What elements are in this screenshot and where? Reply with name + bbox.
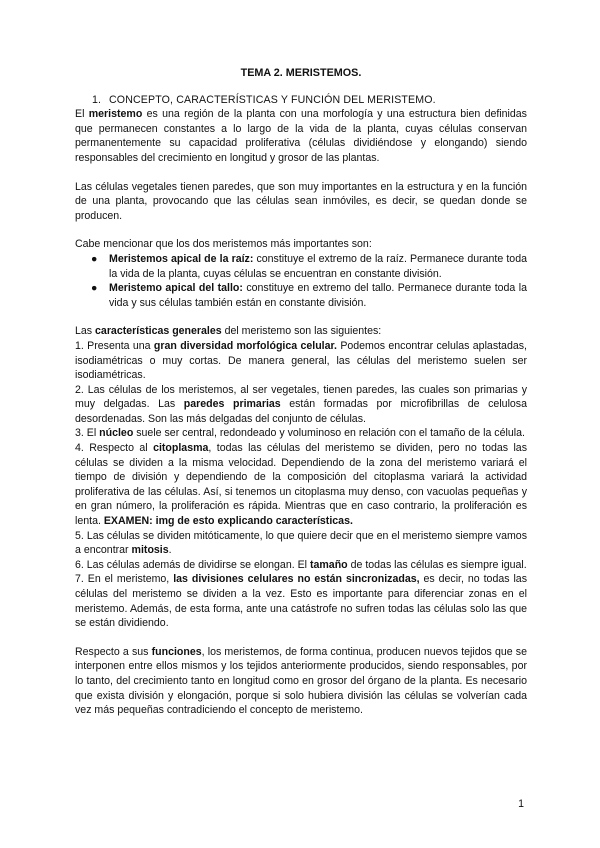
item-5-c: . [168, 544, 172, 557]
intro-paragraph-definition [75, 107, 527, 165]
item-1-a: 1. Presenta una [75, 339, 154, 352]
item-3-a: 3. El [75, 427, 100, 440]
section-number: 1. [92, 93, 102, 106]
item-7-a: 7. En el meristemo, [75, 573, 174, 586]
item-3-term: núcleo [99, 427, 134, 440]
list-item-term: Meristemo apical del tallo: [109, 282, 243, 295]
characteristic-item-4 [75, 441, 527, 529]
functions-paragraph [75, 645, 527, 718]
item-4-a: 4. Respecto al [75, 442, 154, 455]
characteristics-intro-term: características generales [95, 325, 222, 338]
item-6-c: de todas las células es siempre igual. [347, 558, 527, 571]
characteristic-item-2 [75, 383, 527, 427]
item-5-a: 5. Las células se dividen mitóticamente, lo que quiere decir que en el meristemo siempre vamos a encontrar [75, 529, 527, 557]
functions-a: Respecto a sus [75, 645, 152, 658]
document-title: TEMA 2. MERISTEMOS. [240, 67, 362, 79]
item-3-c: suele ser central, redondeado y voluminoso en relación con el tamaño de la célula. [133, 427, 525, 440]
characteristics-intro-c: del meristemo son las siguientes: [221, 325, 382, 338]
bullet-icon: ● [91, 282, 98, 295]
characteristic-item-5 [75, 529, 527, 558]
meristem-list [75, 252, 527, 310]
intro-p1-term: meristemo [88, 108, 143, 121]
characteristic-item-3 [75, 426, 527, 441]
intro-paragraph-walls: Las células vegetales tienen paredes, que son muy importantes en la estructura y en la función de una planta, provocando que las células sean inmóviles, es decir, se quedan donde se producen. [75, 180, 527, 222]
intro-p1-a: El [75, 108, 89, 121]
list-item-term: Meristemos apical de la raíz: [109, 252, 254, 265]
spacer [75, 166, 527, 180]
functions-c: , los meristemos, de forma continua, producen nuevos tejidos que se interponen entre ellos mismos y los tejidos anteriormente producidos, siendo responsables, por lo tanto, del crecimiento tanto en longitud como en grosor del órgano de la planta. Es necesario que exista división y elongación, porque si solo hubiera división las células se volverían cada vez más pequeñas contradiciendo el concepto de meristemo. [75, 645, 527, 717]
item-4-exam-note: EXAMEN: img de esto explicando características. [103, 515, 353, 528]
characteristics-intro [75, 324, 527, 339]
spacer [75, 310, 527, 324]
item-2-term: paredes primarias [183, 398, 281, 411]
document-page [75, 66, 527, 718]
characteristics-intro-a: Las [75, 325, 96, 338]
page-number: 1 [518, 798, 524, 810]
list-item-stem-meristem [91, 281, 527, 310]
item-4-c: , todas las células del meristemo se dividen, pero no todas las células se dividen a la misma velocidad. Dependiendo de la zona del meristemo variará el tiempo de división y dependiendo de la composición del citoplasma variará la actividad proliferativa de las células. Así, si tenemos un citoplasma muy denso, con vacuolas pequeñas y en gran número, la proliferación es rápida. Mientras que en caso contrario, la proliferación es lenta. [75, 442, 527, 528]
item-2-c: están formadas por microfibrillas de celulosa desordenadas. Son las más delgadas del conjunto de células. [75, 398, 527, 425]
spacer [75, 223, 527, 237]
section-heading [92, 93, 527, 108]
item-1-c: Podemos encontrar celulas aplastadas, isodiamétricas o muy cortas. De manera general, las células del meristemo suelen ser isodiamétricas. [75, 339, 527, 382]
item-1-term: gran diversidad morfológica celular. [153, 339, 337, 352]
item-6-a: 6. Las células además de dividirse se elongan. El [75, 558, 310, 571]
section-label: CONCEPTO, CARACTERÍSTICAS Y FUNCIÓN DEL MERISTEMO. [109, 93, 436, 106]
item-2-a: 2. Las células de los meristemos, al ser vegetales, tienen paredes, las cuales son primarias y muy delgadas. Las [75, 383, 527, 411]
item-7-term: las divisiones celulares no están sincronizadas, [173, 573, 420, 586]
characteristic-item-6 [75, 558, 527, 573]
bullet-icon: ● [91, 252, 98, 265]
item-4-term: citoplasma [153, 442, 209, 455]
intro-paragraph-list-lead: Cabe mencionar que los dos meristemos más importantes son: [75, 238, 372, 251]
functions-term: funciones [151, 645, 202, 658]
list-item-root-meristem [91, 252, 527, 281]
item-5-term: mitosis [131, 544, 169, 557]
item-7-c: es decir, no todas las células del meristemo se dividen a la vez. Esto es importante para diferenciar zonas en el meristemo. Además, de esta forma, ante una catástrofe no sufren todas las células solo las que se están dividiendo. [75, 573, 528, 630]
list-item-text: constituye el extremo de la raíz. Permanece durante toda la vida de la planta, cuyas células se encuentran en constante división. [109, 252, 527, 280]
item-6-term: tamaño [309, 558, 348, 571]
intro-p1-c: es una región de la planta con una morfología y una estructura bien definidas que permanecen constantes a lo largo de la vida de la planta, cuyas células conservan permanentemente su capacidad proliferativa (células dividiéndose y elongando) siendo responsables del crecimiento en longitud y grosor de las plantas. [75, 108, 527, 164]
characteristic-item-7 [75, 572, 527, 630]
list-item-text: constituye en extremo del tallo. Permanece durante toda la vida y sus células también están en constante división. [109, 282, 527, 309]
characteristic-item-1 [75, 339, 527, 383]
spacer [75, 631, 527, 645]
